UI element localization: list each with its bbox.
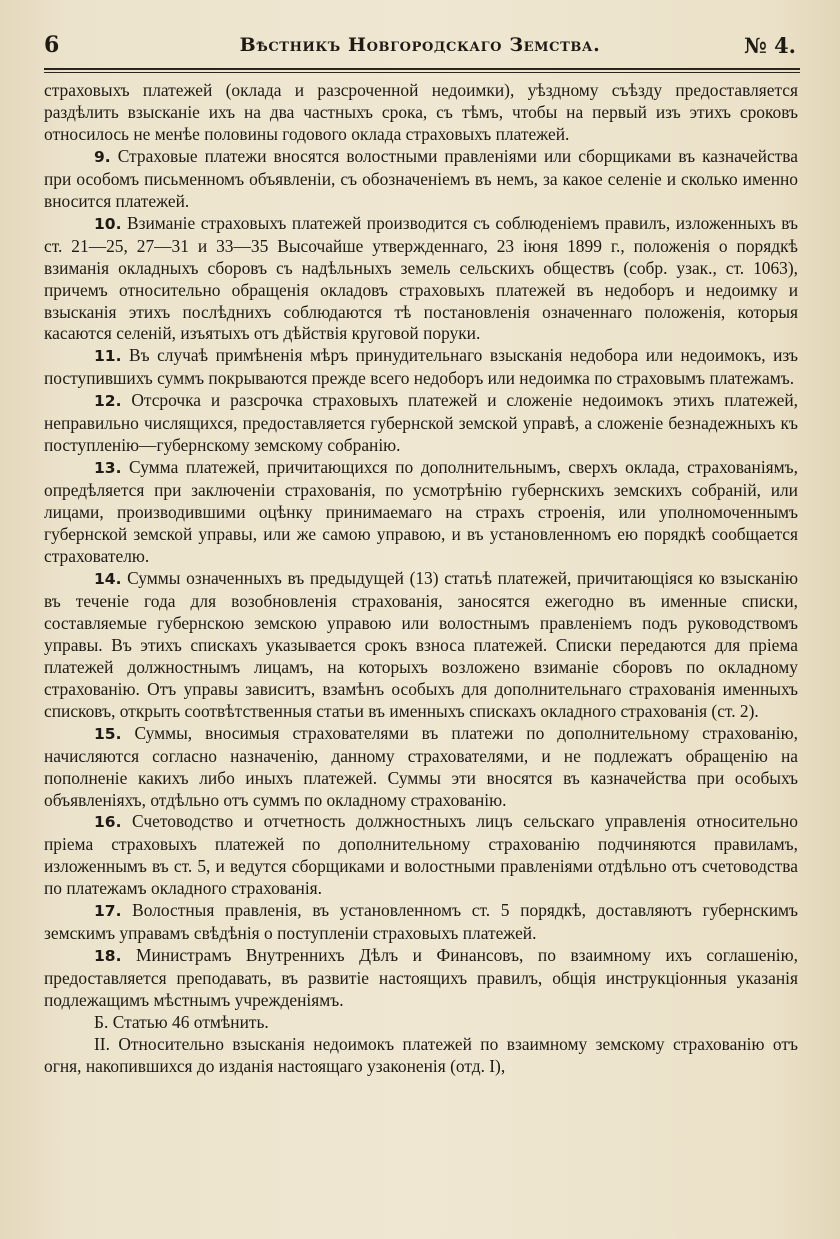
- paragraph-text: Волостныя правленія, въ установленномъ ст. 5 порядкѣ, доставляютъ губернскимъ земскимъ управамъ свѣдѣнія о поступленіи страховыхъ платежей.: [44, 900, 799, 944]
- issue-number: № 4.: [743, 32, 796, 58]
- article-number: 9.: [94, 147, 111, 166]
- article-number: 16.: [94, 813, 122, 832]
- article-13: [44, 457, 798, 568]
- paragraph-text: Сумма платежей, причитающихся по дополнительнымъ, сверхъ оклада, страхованіямъ, опредѣляется при заключеніи страхованія, по усмотрѣнію губернскихъ земскихъ собраній, или лицами, производившими оцѣнку принимаемаго на страхъ строенія, или уполномоченнымъ губернской земской управы, или же самою управою, и въ установленномъ ею порядкѣ сообщается страхователю.: [44, 457, 798, 567]
- section-ii: [44, 1034, 798, 1078]
- article-9: [44, 146, 798, 213]
- paragraph-text: Взиманіе страховыхъ платежей производится съ соблюденіемъ правилъ, изложенныхъ въ ст. 21—25, 27—31 и 33—35 Высочайше утвержденнаго, 23 іюня 1899 г., положенія о порядкѣ взиманія окладныхъ сборовъ съ надѣльныхъ земель сельскихъ обществъ (собр. узак., ст. 1063), причемъ относительно обращенія окладовъ страховыхъ платежей въ недоборъ и недоимку и взысканія этихъ послѣднихъ соблюдаются тѣ постановленія означеннаго положенія, которыя касаются селеній, изъятыхъ отъ дѣйствія круговой поруки.: [44, 212, 798, 344]
- article-number: 14.: [94, 569, 122, 588]
- header-rule-thin: [44, 72, 800, 73]
- paragraph-text: Министрамъ Внутреннихъ Дѣлъ и Финансовъ, по взаимному ихъ соглашенію, предоставляется преподавать, въ развитіе настоящихъ правилъ, общія инструкціонныя указанія подлежащимъ мѣстнымъ учрежденіямъ.: [44, 945, 798, 1011]
- article-number: 15.: [94, 724, 122, 743]
- article-number: 13.: [94, 459, 122, 478]
- article-number: 12.: [94, 392, 122, 411]
- journal-title: Вѣстникъ Новгородскаго Земства.: [239, 34, 601, 56]
- article-14: [44, 568, 798, 723]
- article-15: [44, 723, 798, 812]
- section-b: [44, 1012, 798, 1034]
- article-12: [44, 390, 798, 457]
- paragraph-text: Страховые платежи вносятся волостными правленіями или сборщиками въ казначейства при особомъ письменномъ объявленіи, съ обозначеніемъ въ немъ, за какое селеніе и сколько именно вносится платежей.: [44, 145, 798, 211]
- article-11: [44, 345, 798, 390]
- article-16: [44, 811, 798, 900]
- article-10: [44, 213, 798, 346]
- paragraph-text: Отсрочка и разсрочка страховыхъ платежей и сложеніе недоимокъ этихъ платежей, неправильно числящихся, предоставляется губернской земской управѣ, а сложеніе безнадежныхъ къ поступленію—губернскому земскому собранію.: [44, 390, 798, 456]
- paragraph-text: Въ случаѣ примѣненія мѣръ принудительнаго взысканія недобора или недоимокъ, изъ поступившихъ суммъ покрываются прежде всего недоборъ или недоимка по страховымъ платежамъ.: [44, 345, 798, 389]
- paragraph-text: Суммы, вносимыя страхователями въ платежи по дополнительному страхованію, начисляются согласно назначенію, данному страхователями, и не подлежатъ обращенію на пополненіе какихъ либо иныхъ платежей. Суммы эти вносятся въ казначейства при особыхъ объявленіяхъ, отдѣльно отъ суммъ по окладному страхованію.: [44, 722, 798, 810]
- paragraph-continuation: [44, 80, 798, 146]
- body-text: [44, 80, 798, 1078]
- running-header: [44, 28, 796, 62]
- article-17: [44, 900, 798, 945]
- paragraph-text: Счетоводство и отчетность должностныхъ лицъ сельскаго управленія относительно пріема страховыхъ платежей по дополнительному страхованію подчиняются правиламъ, изложеннымъ въ ст. 5, и ведутся сборщиками и волостными правленіями отдѣльно отъ счетоводства по платежамъ окладного страхованія.: [44, 811, 798, 899]
- paragraph-text: страховыхъ платежей (оклада и разсроченной недоимки), уѣздному съѣзду предоставляется раздѣлить взысканіе ихъ на два частныхъ срока, съ тѣмъ, чтобы на первый изъ этихъ сроковъ относилось не менѣе половины годового оклада страховыхъ платежей.: [44, 80, 798, 144]
- article-number: 10.: [94, 214, 122, 233]
- page-number: 6: [44, 32, 60, 58]
- section-letter: Б.: [94, 1012, 109, 1033]
- header-rule: [44, 68, 800, 70]
- article-number: 11.: [94, 347, 122, 366]
- article-number: 18.: [94, 947, 122, 966]
- paragraph-text: Относительно взысканія недоимокъ платежей по взаимному земскому страхованію отъ огня, накопившихся до изданія настоящаго узаконенія (отд. I),: [44, 1033, 798, 1076]
- section-numeral: II.: [94, 1033, 110, 1054]
- paragraph-text: Суммы означенныхъ въ предыдущей (13) статьѣ платежей, причитающіяся ко взысканію въ теченіе года для возобновленія страхованія, заносятся ежегодно въ именные списки, составляемые губернскою земскою управою или волостнымъ правленіемъ подъ руководствомъ управы. Въ этихъ спискахъ указывается срокъ взноса платежей. Списки передаются для пріема платежей должностнымъ лицамъ, на которыхъ возложено взиманіе сборовъ по окладному страхованію. Отъ управы зависитъ, взамѣнъ особыхъ для дополнительнаго страхованія именныхъ списковъ, открыть соотвѣтственныя статьи въ именныхъ спискахъ окладного страхованія (ст. 2).: [44, 567, 798, 721]
- article-18: [44, 945, 798, 1012]
- article-number: 17.: [94, 902, 122, 921]
- paragraph-text: Статью 46 отмѣнить.: [112, 1012, 269, 1033]
